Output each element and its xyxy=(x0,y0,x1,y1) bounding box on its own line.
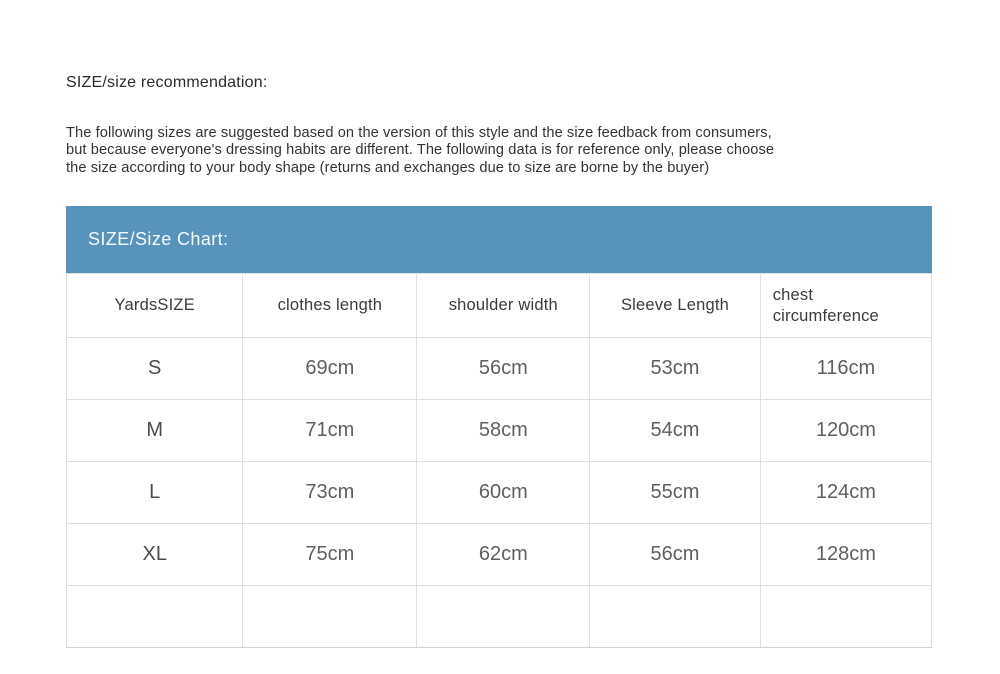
chest-circumference-value: 116cm xyxy=(760,338,931,400)
clothes-length-value: 73cm xyxy=(243,462,417,524)
size-label: S xyxy=(67,338,243,400)
clothes-length-value xyxy=(243,586,417,648)
shoulder-width-value: 60cm xyxy=(417,462,590,524)
clothes-length-value: 75cm xyxy=(243,524,417,586)
shoulder-width-value: 56cm xyxy=(417,338,590,400)
sleeve-length-value: 56cm xyxy=(590,524,760,586)
chest-circumference-value: 128cm xyxy=(760,524,931,586)
column-header-size: YardsSIZE xyxy=(67,274,243,338)
chest-circumference-value: 124cm xyxy=(760,462,931,524)
size-chart-table xyxy=(66,273,932,648)
sleeve-length-value: 55cm xyxy=(590,462,760,524)
chest-circumference-value: 120cm xyxy=(760,400,931,462)
size-chart-title: SIZE/Size Chart: xyxy=(88,229,229,249)
shoulder-width-value xyxy=(417,586,590,648)
sleeve-length-value: 53cm xyxy=(590,338,760,400)
column-header-shoulder-width: shoulder width xyxy=(417,274,590,338)
column-header-sleeve-length: Sleeve Length xyxy=(590,274,760,338)
paragraph-line-3: the size according to your body shape (returns and exchanges due to size are borne by the buyer) xyxy=(66,159,710,176)
chest-circumference-value xyxy=(760,586,931,648)
size-label: M xyxy=(67,400,243,462)
clothes-length-value: 69cm xyxy=(243,338,417,400)
size-label xyxy=(67,586,243,648)
table-row-s xyxy=(67,338,932,400)
clothes-length-value: 71cm xyxy=(243,400,417,462)
table-row-m xyxy=(67,400,932,462)
shoulder-width-value: 62cm xyxy=(417,524,590,586)
table-row-l xyxy=(67,462,932,524)
column-header-chest-circumference: chest circumference xyxy=(760,274,931,338)
sleeve-length-value: 54cm xyxy=(590,400,760,462)
paragraph-line-1: The following sizes are suggested based on the version of this style and the size feedback from consumers, xyxy=(66,125,772,141)
size-chart-title-bar xyxy=(66,206,932,273)
size-label: XL xyxy=(67,524,243,586)
section-heading: SIZE/size recommendation: xyxy=(66,74,268,91)
table-header-row xyxy=(67,274,932,338)
table-row-xl xyxy=(67,524,932,586)
size-label: L xyxy=(67,462,243,524)
shoulder-width-value: 58cm xyxy=(417,400,590,462)
size-disclaimer-paragraph xyxy=(66,125,946,177)
paragraph-line-2: but because everyone's dressing habits are different. The following data is for reference only, please choose xyxy=(66,142,775,159)
sleeve-length-value xyxy=(590,586,760,648)
table-row-empty xyxy=(67,586,932,648)
column-header-clothes-length: clothes length xyxy=(243,274,417,338)
